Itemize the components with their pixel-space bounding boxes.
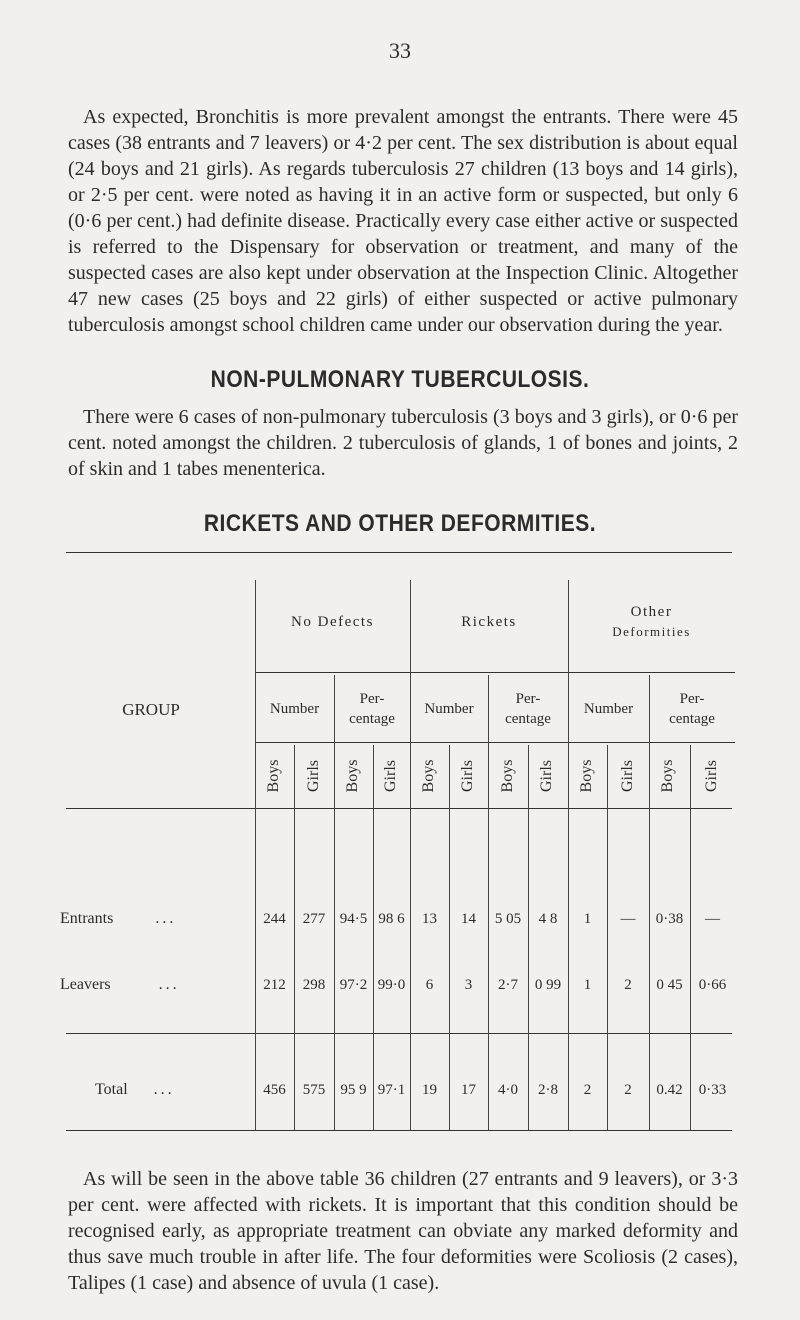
table-cell: 97·2	[339, 977, 368, 993]
col-divider	[528, 745, 529, 1130]
heading-non-pulmonary-tuberculosis: NON-PULMONARY TUBERCULOSIS.	[210, 366, 590, 393]
table-cell: 2	[624, 1082, 632, 1098]
subheader-percentage-1: Per-	[679, 691, 705, 707]
paragraph-bronchitis: As expected, Bronchitis is more prevalent amongst the entrants. There were 45 cases (38 entrants and 7 leavers) or 4·2 per cent. The sex distribution is about equal (24 boys and 21 girls). As regards tuberculosis 27 children (13 boys and 14 girls), or 2·5 per cent. were noted as having it in an active form or suspected, but only 6 (0·6 per cent.) had definite disease. Practically every case either active or suspected is referred to the Dispensary for observation or treatment, and many of the suspected cases are also kept under observation at the Inspection Clinic. Altogether 47 new cases (25 boys and 22 girls) of either suspected or active pulmonary tuberculosis amongst school children came under our observation during the year.	[68, 106, 738, 336]
table-cell: 14	[461, 911, 476, 927]
paragraph-rickets: As will be seen in the above table 36 children (27 entrants and 9 leavers), or 3·3 per cent. were affected with rickets. It is important that this condition should be recognised early, as appropriate treatment can obviate any marked deformity and thus save much trouble in after life. The four deformities were Scoliosis (2 cases), Talipes (1 case) and absence of uvula (1 case).	[68, 1168, 738, 1294]
table-cell: 2·7	[498, 977, 518, 993]
table-cell: 2·8	[538, 1082, 558, 1098]
sex-header-boys: Boys	[499, 759, 516, 793]
group-header-other-line1: Other	[630, 604, 673, 620]
col-divider	[649, 675, 650, 1130]
header-bottom-rule	[66, 808, 732, 809]
table-cell: 99·0	[377, 977, 406, 993]
subheader-percentage-1: Per-	[515, 691, 541, 707]
row-label-leavers	[60, 976, 180, 994]
sex-header-girls: Girls	[459, 760, 476, 792]
row-label-text: Total	[95, 1081, 128, 1098]
row-label-entrants	[60, 910, 176, 928]
col-divider	[410, 580, 411, 1130]
table-cell: 98 6	[378, 911, 405, 927]
subheader-percentage-1: Per-	[359, 691, 385, 707]
col-divider	[334, 675, 335, 1130]
table-cell: 0 45	[656, 977, 683, 993]
table-cell: 298	[302, 977, 326, 993]
table-cell: 94·5	[339, 911, 368, 927]
col-divider	[568, 580, 569, 1130]
table-cell: 575	[302, 1082, 326, 1098]
group-column-header: GROUP	[122, 700, 180, 719]
sex-header-boys: Boys	[420, 759, 437, 793]
sex-header-boys: Boys	[659, 759, 676, 793]
row-label-dots: ...	[153, 1081, 175, 1098]
subheader-percentage-2: centage	[349, 711, 395, 727]
subheader-number: Number	[424, 701, 474, 717]
total-above-rule	[66, 1033, 732, 1034]
group-header-rule	[255, 672, 735, 673]
table-cell: 2	[583, 1082, 592, 1098]
table-cell: 244	[263, 911, 286, 927]
table-cell: 19	[422, 1082, 437, 1098]
col-divider	[255, 580, 256, 1130]
col-divider	[449, 745, 450, 1130]
row-label-text: Leavers	[60, 976, 111, 993]
col-divider	[294, 745, 295, 1130]
table-cell: 0.42	[656, 1082, 683, 1098]
row-label-dots: ...	[158, 976, 180, 993]
subheader-number: Number	[269, 701, 320, 717]
table-bottom-rule	[66, 1130, 732, 1131]
table-cell: 0·38	[655, 911, 684, 927]
table-cell: 1	[583, 977, 592, 993]
table-cell: 3	[464, 977, 473, 993]
table-cell: 13	[422, 911, 437, 927]
col-divider	[488, 675, 489, 1130]
row-label-text: Entrants	[60, 910, 114, 927]
group-header-other-line2: Deformities	[612, 624, 691, 639]
sex-header-girls: Girls	[703, 760, 720, 792]
table-cell: 0·33	[698, 1082, 727, 1098]
subheader-number: Number	[583, 701, 634, 717]
sex-header-girls: Girls	[382, 760, 399, 792]
sex-header-girls: Girls	[305, 760, 322, 792]
row-label-total	[95, 1081, 175, 1099]
table-cell: 4·0	[498, 1082, 518, 1098]
subheader-rule	[255, 742, 735, 743]
group-header-no-defects: No Defects	[291, 614, 374, 630]
sex-header-boys: Boys	[578, 759, 595, 793]
table-cell: 456	[263, 1082, 286, 1098]
table-cell: 97·1	[377, 1082, 406, 1098]
table-cell: —	[705, 911, 720, 927]
table-cell: —	[620, 911, 636, 927]
table-cell: 6	[425, 977, 434, 993]
table-cell: 1	[583, 911, 592, 927]
heading-rickets-deformities: RICKETS AND OTHER DEFORMITIES.	[203, 510, 597, 537]
col-divider	[373, 745, 374, 1130]
table-cell: 4 8	[538, 911, 558, 927]
table-cell: 0 99	[534, 977, 562, 993]
table-cell: 17	[461, 1082, 476, 1098]
table-cell: 5 05	[494, 911, 522, 927]
table-cell: 212	[263, 977, 286, 993]
table-cell: 0·66	[698, 977, 727, 993]
group-header-rickets: Rickets	[461, 614, 517, 630]
sex-header-girls: Girls	[619, 760, 636, 792]
sex-header-girls: Girls	[538, 760, 555, 792]
rickets-table	[0, 540, 800, 1140]
sex-header-boys: Boys	[344, 759, 361, 793]
table-cell: 277	[302, 911, 326, 927]
table-top-rule	[66, 552, 732, 553]
col-divider	[607, 745, 608, 1130]
col-divider	[690, 745, 691, 1130]
paragraph-non-pulmonary: There were 6 cases of non-pulmonary tuberculosis (3 boys and 3 girls), or 0·6 per cent. noted amongst the children. 2 tuberculosis of glands, 1 of bones and joints, 2 of skin and 1 tabes menenterica.	[68, 406, 738, 480]
subheader-percentage-2: centage	[669, 711, 715, 727]
table-cell: 2	[624, 977, 632, 993]
table-cell: 95 9	[340, 1082, 367, 1098]
page-number: 33	[389, 38, 411, 63]
row-label-dots: ...	[155, 910, 177, 927]
sex-header-boys: Boys	[265, 759, 282, 793]
subheader-percentage-2: centage	[505, 711, 551, 727]
